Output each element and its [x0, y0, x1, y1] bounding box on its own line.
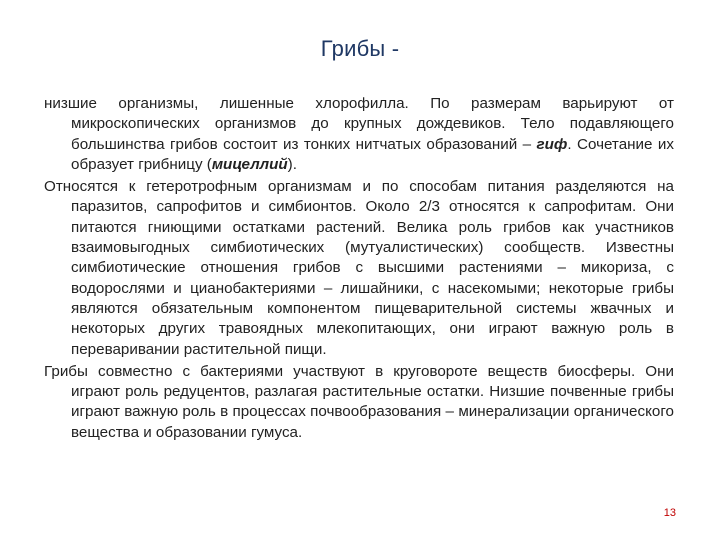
paragraph-1-text-a: низшие организмы, лишенные хлорофилла. По размерам варьируют от микроскопических организмов до крупных дождевиков. Тело подавляющего большинства грибов состоит из тонких нитчатых образований – [44, 95, 674, 153]
paragraph-1-text-b: . Сочетание их образует грибницу ( [71, 135, 674, 173]
term-mycelium: мицеллий [211, 155, 288, 173]
term-hyphae: гиф [536, 135, 568, 153]
paragraph-1 [44, 94, 674, 175]
page-number: 13 [663, 507, 676, 519]
slide-body [44, 94, 674, 445]
paragraph-2: Относятся к гетеротрофным организмам и по способам питания разделяются на паразитов, сапрофитов и симбионтов. Около 2/3 относятся к сапрофитам. Они питаются гниющими остатками растений. Велика роль грибов как участников взаимовыгодных симбиотических (мутуалистических) сообществ. Известны симбиотические отношения грибов с высшими растениями – микориза, с водорослями и цианобактериями – лишайники, с насекомыми; некоторые грибы являются обязательным компонентом пищеварительной системы жвачных и некоторых других травоядных млекопитающих, они играют важную роль в переваривании растительной пищи. [44, 178, 674, 358]
slide-title: Грибы - [320, 36, 400, 61]
paragraph-3: Грибы совместно с бактериями участвуют в круговороте веществ биосферы. Они играют роль редуцентов, разлагая растительные остатки. Низшие почвенные грибы играют важную роль в процессах почвообразования – минерализации органического вещества и образовании гумуса. [44, 362, 674, 441]
paragraph-1-text-c: ). [287, 155, 297, 173]
